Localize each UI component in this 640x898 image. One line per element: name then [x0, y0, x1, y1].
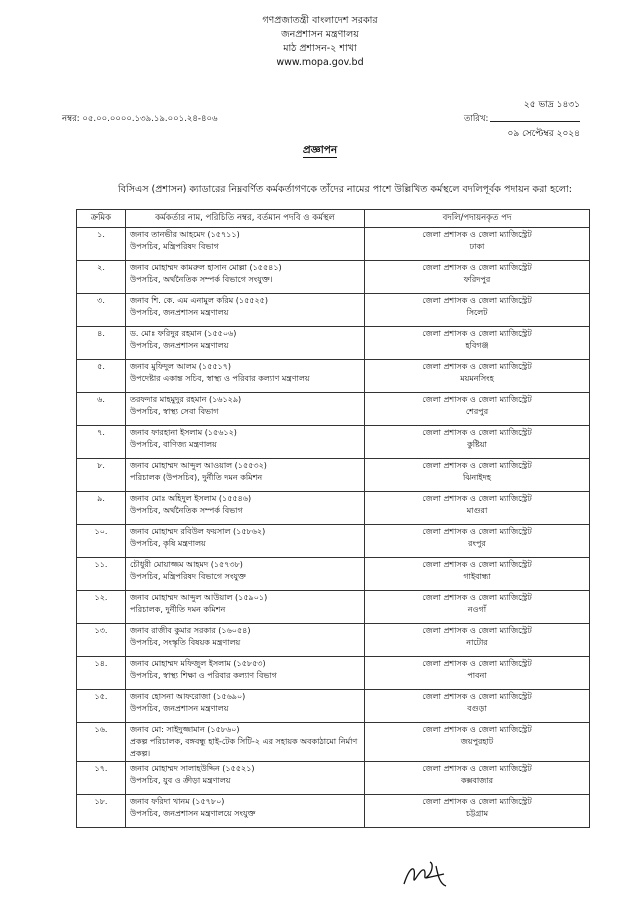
- officer-current-post: পরিচালক (উপসচিব), দুর্নীতি দমন কমিশন: [130, 473, 263, 482]
- table-row: [77, 762, 590, 795]
- officer-cell: [126, 261, 365, 294]
- serial-cell: ৩.: [77, 294, 126, 327]
- officer-cell: [126, 795, 365, 828]
- table-body: [77, 228, 590, 828]
- serial-cell: ৬.: [77, 393, 126, 426]
- serial-cell: ৮.: [77, 459, 126, 492]
- new-post: জেলা প্রশাসক ও জেলা ম্যাজিস্ট্রেট: [422, 797, 532, 806]
- table-row: [77, 459, 590, 492]
- officer-cell: [126, 762, 365, 795]
- new-place: হবিগঞ্জ: [465, 341, 489, 350]
- officer-name: জনাব তানভীর আহমেদ (১৫৭১১): [130, 230, 240, 239]
- officer-cell: [126, 228, 365, 261]
- table-row: [77, 525, 590, 558]
- table-row: [77, 591, 590, 624]
- table-row: [77, 393, 590, 426]
- new-post: জেলা প্রশাসক ও জেলা ম্যাজিস্ট্রেট: [422, 395, 532, 404]
- officer-name: জনাব রাজীব কুমার সরকার (১৬০৫৪): [130, 626, 251, 635]
- officer-cell: [126, 657, 365, 690]
- serial-cell: ১০.: [77, 525, 126, 558]
- new-post: জেলা প্রশাসক ও জেলা ম্যাজিস্ট্রেট: [422, 692, 532, 701]
- posting-cell: [365, 591, 590, 624]
- officer-name: ড. মোঃ ফরিদুর রহমান (১৫৫০৬): [130, 329, 237, 338]
- officer-name: জনাব হোসনা আফরোজা (১৫৬৯০): [130, 692, 246, 701]
- officer-cell: [126, 723, 365, 762]
- new-post: জেলা প্রশাসক ও জেলা ম্যাজিস্ট্রেট: [422, 362, 532, 371]
- officer-name: জনাব মোহাম্মদ আব্দুল আওয়াল (১৫৫৩২): [130, 461, 267, 470]
- posting-cell: [365, 492, 590, 525]
- officer-name: জনাব মোহাম্মদ রবিউল ফয়সাল (১৫৮৬২): [130, 527, 266, 536]
- branch-name: মাঠ প্রশাসন-২ শাখা: [283, 43, 357, 54]
- new-place: চট্টগ্রাম: [465, 809, 489, 818]
- col-serial: ক্রমিক: [77, 210, 126, 228]
- officer-current-post: উপসচিব, মন্ত্রিপরিষদ বিভাগে সংযুক্ত: [130, 572, 246, 581]
- new-place: কুষ্টিয়া: [467, 440, 487, 449]
- serial-cell: ১৪.: [77, 657, 126, 690]
- new-place: নওগাঁ: [467, 605, 487, 614]
- officer-current-post: উপসচিব, জনপ্রশাসন মন্ত্রণালয়ে সংযুক্ত: [130, 809, 256, 818]
- posting-cell: [365, 690, 590, 723]
- officer-cell: [126, 426, 365, 459]
- serial-cell: ১.: [77, 228, 126, 261]
- officer-current-post: উপসচিব, স্বাস্থ্য সেবা বিভাগ: [130, 407, 219, 416]
- officer-current-post: প্রকল্প পরিচালক, বঙ্গবন্ধু হাই-টেক সিটি-২ এর সহায়ক অবকাঠামো নির্মাণ প্রকল্প।: [130, 737, 358, 758]
- officer-name: জনাব মোঃ অহিদুল ইসলাম (১৫৫৪৬): [130, 494, 252, 503]
- officer-name: জনাব ফরিদা খানম (১৫৭৮০): [130, 797, 225, 806]
- posting-cell: [365, 723, 590, 762]
- officer-name: তরফদার মাহমুদুর রহমান (১৬১২৯): [130, 395, 242, 404]
- serial-cell: ১৫.: [77, 690, 126, 723]
- officer-cell: [126, 525, 365, 558]
- new-post: জেলা প্রশাসক ও জেলা ম্যাজিস্ট্রেট: [422, 296, 532, 305]
- officer-cell: [126, 558, 365, 591]
- new-post: জেলা প্রশাসক ও জেলা ম্যাজিস্ট্রেট: [422, 263, 532, 272]
- posting-cell: [365, 558, 590, 591]
- new-place: কক্সবাজার: [460, 776, 494, 785]
- serial-cell: ১৭.: [77, 762, 126, 795]
- new-place: শেরপুর: [465, 407, 489, 416]
- posting-cell: [365, 393, 590, 426]
- serial-cell: ৯.: [77, 492, 126, 525]
- officer-name: জনাব মুফিদুল আলম (১৫৫১৭): [130, 362, 232, 371]
- ministry-name: জনপ্রশাসন মন্ত্রণালয়: [281, 29, 359, 40]
- officer-current-post: উপসচিব, বাণিজ্য মন্ত্রণালয়: [130, 440, 217, 449]
- new-post: জেলা প্রশাসক ও জেলা ম্যাজিস্ট্রেট: [422, 659, 532, 668]
- posting-cell: [365, 657, 590, 690]
- officer-name: জনাব মোহাম্মদ আব্দুল আউয়াল (১৫৯০১): [130, 593, 268, 602]
- officer-cell: [126, 459, 365, 492]
- serial-cell: ৫.: [77, 360, 126, 393]
- table-row: [77, 492, 590, 525]
- officer-current-post: উপসচিব, স্বাস্থ্য শিক্ষা ও পরিবার কল্যাণ বিভাগ: [130, 671, 277, 680]
- table-header-row: [77, 210, 590, 228]
- table-row: [77, 558, 590, 591]
- officer-current-post: উপসচিব, জনপ্রশাসন মন্ত্রণালয়: [130, 341, 229, 350]
- officer-current-post: উপদেষ্টার একান্ত সচিব, স্বাস্থ্য ও পরিবার কল্যাণ মন্ত্রণালয়: [130, 374, 310, 383]
- officer-cell: [126, 360, 365, 393]
- serial-cell: ১৮.: [77, 795, 126, 828]
- serial-cell: ৭.: [77, 426, 126, 459]
- new-place: পাবনা: [467, 671, 487, 680]
- posting-cell: [365, 624, 590, 657]
- officer-current-post: উপসচিব, মন্ত্রিপরিষদ বিভাগ: [130, 242, 219, 251]
- officer-cell: [126, 393, 365, 426]
- new-post: জেলা প্রশাসক ও জেলা ম্যাজিস্ট্রেট: [422, 230, 532, 239]
- new-post: জেলা প্রশাসক ও জেলা ম্যাজিস্ট্রেট: [422, 461, 532, 470]
- table-row: [77, 360, 590, 393]
- new-place: ময়মনসিংহ: [460, 374, 494, 383]
- officer-name: জনাব মোহাম্মদ সালাহউদ্দিন (১৫৫২১): [130, 764, 255, 773]
- new-post: জেলা প্রশাসক ও জেলা ম্যাজিস্ট্রেট: [422, 560, 532, 569]
- posting-cell: [365, 360, 590, 393]
- officer-name: জনাব ফারহানা ইসলাম (১৫৬১২): [130, 428, 237, 437]
- table-row: [77, 690, 590, 723]
- new-place: সিলেট: [466, 308, 488, 317]
- new-post: জেলা প্রশাসক ও জেলা ম্যাজিস্ট্রেট: [422, 494, 532, 503]
- officer-cell: [126, 690, 365, 723]
- serial-cell: ১৬.: [77, 723, 126, 762]
- serial-cell: ১৩.: [77, 624, 126, 657]
- posting-cell: [365, 261, 590, 294]
- serial-cell: ১১.: [77, 558, 126, 591]
- serial-cell: ২.: [77, 261, 126, 294]
- new-post: জেলা প্রশাসক ও জেলা ম্যাজিস্ট্রেট: [422, 428, 532, 437]
- posting-cell: [365, 525, 590, 558]
- col-officer: কর্মকর্তার নাম, পরিচিতি নম্বর, বর্তমান পদবি ও কর্মস্থল: [126, 210, 365, 228]
- officer-current-post: উপসচিব, সংস্কৃতি বিষয়ক মন্ত্রণালয়: [130, 638, 241, 647]
- officer-current-post: উপসচিব, অর্থনৈতিক সম্পর্ক বিভাগ: [130, 506, 243, 515]
- table-row: [77, 723, 590, 762]
- new-post: জেলা প্রশাসক ও জেলা ম্যাজিস্ট্রেট: [422, 764, 532, 773]
- posting-cell: [365, 459, 590, 492]
- serial-cell: ৪.: [77, 327, 126, 360]
- officer-current-post: উপসচিব, যুব ও ক্রীড়া মন্ত্রণালয়: [130, 776, 231, 785]
- posting-table: [76, 209, 590, 828]
- table-row: [77, 294, 590, 327]
- new-post: জেলা প্রশাসক ও জেলা ম্যাজিস্ট্রেট: [422, 329, 532, 338]
- officer-current-post: উপসচিব, কৃষি মন্ত্রণালয়: [130, 539, 206, 548]
- officer-name: জনাব মোহাম্মদ মফিজুল ইসলাম (১৫৮৫৩): [130, 659, 266, 668]
- new-place: নাটোর: [466, 638, 488, 647]
- serial-cell: ১২.: [77, 591, 126, 624]
- new-post: জেলা প্রশাসক ও জেলা ম্যাজিস্ট্রেট: [422, 527, 532, 536]
- new-place: বগুড়া: [467, 704, 487, 713]
- table-row: [77, 657, 590, 690]
- page-title: [0, 143, 640, 160]
- intro-text: বিসিএস (প্রশাসন) ক্যাডারের নিম্নবর্ণিত কর্মকর্তাগণকে তাঁদের নামের পাশে উল্লিখিত কর্মস্থলে বদলিপূর্বক পদায়ন করা হলো:: [118, 184, 572, 195]
- new-place: গাইবান্ধা: [463, 572, 491, 581]
- posting-cell: [365, 327, 590, 360]
- memo-number: নম্বর: ০৫.০০.০০০০.১৩৯.১৯.০০১.২৪-৪০৬: [62, 114, 218, 124]
- date-bangla: ২৫ ভাদ্র ১৪৩১: [523, 100, 580, 110]
- officer-current-post: উপসচিব, জনপ্রশাসন মন্ত্রণালয়: [130, 308, 229, 317]
- new-post: জেলা প্রশাসক ও জেলা ম্যাজিস্ট্রেট: [422, 725, 532, 734]
- date-english: ০৯ সেপ্টেম্বর ২০২৪: [507, 129, 580, 139]
- table-row: [77, 261, 590, 294]
- officer-cell: [126, 624, 365, 657]
- posting-cell: [365, 795, 590, 828]
- officer-current-post: পরিচালক, দুর্নীতি দমন কমিশন: [130, 605, 226, 614]
- date-label: তারিখ:: [464, 114, 489, 124]
- officer-name: জনাব মো: সাইদুজ্জামান (১৫৮৬০): [130, 725, 240, 734]
- table-row: [77, 795, 590, 828]
- new-post: জেলা প্রশাসক ও জেলা ম্যাজিস্ট্রেট: [422, 626, 532, 635]
- officer-cell: [126, 294, 365, 327]
- new-place: ঝিনাইদহ: [462, 473, 491, 482]
- new-place: ফরিদপুর: [463, 275, 491, 284]
- table-row: [77, 426, 590, 459]
- col-posting: বদলি/পদায়নকৃত পদ: [365, 210, 590, 228]
- officer-name: চৌধুরী মোয়াজ্জম আহমদ (১৫৭৩৮): [130, 560, 243, 569]
- officer-cell: [126, 492, 365, 525]
- new-place: ঢাকা: [469, 242, 485, 251]
- signature-icon: [400, 858, 450, 890]
- officer-cell: [126, 591, 365, 624]
- new-place: রংপুর: [468, 539, 486, 548]
- posting-cell: [365, 426, 590, 459]
- officer-cell: [126, 327, 365, 360]
- posting-cell: [365, 762, 590, 795]
- title-text: প্রজ্ঞাপন: [302, 144, 338, 156]
- website-link[interactable]: www.mopa.gov.bd: [276, 57, 364, 68]
- govt-name: গণপ্রজাতন্ত্রী বাংলাদেশ সরকার: [262, 15, 378, 26]
- letterhead: [0, 14, 640, 70]
- new-post: জেলা প্রশাসক ও জেলা ম্যাজিস্ট্রেট: [422, 593, 532, 602]
- date-divider: [490, 121, 580, 122]
- officer-current-post: উপসচিব, জনপ্রশাসন মন্ত্রণালয়: [130, 704, 229, 713]
- table-row: [77, 327, 590, 360]
- officer-name: জনাব মোহাম্মদ কামরুল হাসান মোল্লা (১৫৫৪১): [130, 263, 282, 272]
- officer-name: জনাব শি. কে. এম এনামুল করিম (১৫৫২৫): [130, 296, 268, 305]
- table-row: [77, 624, 590, 657]
- posting-cell: [365, 228, 590, 261]
- new-place: মাগুরা: [466, 506, 488, 515]
- table-row: [77, 228, 590, 261]
- officer-current-post: উপসচিব, অর্থনৈতিক সম্পর্ক বিভাগে সংযুক্ত।: [130, 275, 273, 284]
- posting-cell: [365, 294, 590, 327]
- new-place: জয়পুরহাট: [460, 737, 494, 746]
